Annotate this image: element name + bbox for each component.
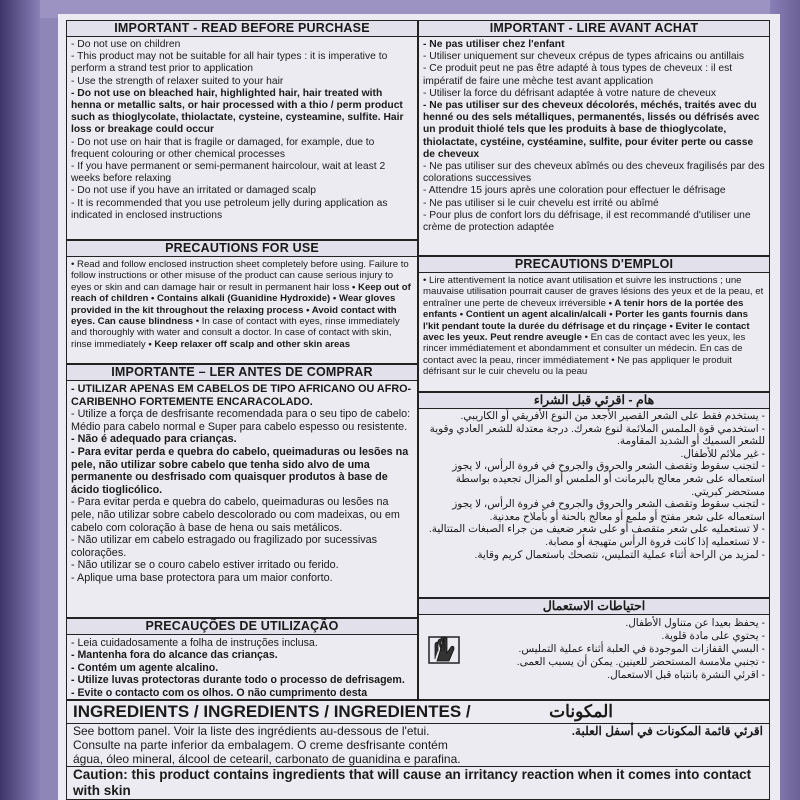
list-item: - This product may not be suitable for all hair types : it is imperative to perform a strand test prior to application — [71, 51, 413, 75]
list-item: - Do not use on hair that is fragile or damaged, for example, due to frequent colouring or other chemical processes — [71, 137, 413, 161]
precaution-item: • Avoid contact with eyes. Can cause blindness — [71, 304, 397, 328]
panel-header: IMPORTANT - LIRE AVANT ACHAT — [419, 21, 769, 37]
precaution-item: • Read and follow enclosed instruction sheet completely before using. Failure to follow instructions or other misuse of the product can cause serious injury to eyes or skin and can damage hair or result in permanent hair loss — [71, 259, 409, 293]
precaution-item: • A tenir hors de la portée des enfants — [423, 297, 744, 321]
list-item: - البسي القفازات الموجودة في العلبة أثناء عملية التمليس. — [481, 643, 765, 656]
list-item: - Aplique uma base protectora para um maior conforto. — [71, 572, 413, 585]
list-item: - لا تستعمليه إذا كانت فروة الرأس متهيجة أو مصابة. — [423, 537, 765, 550]
precaution-item: • Keep relaxer off scalp and other skin areas — [148, 338, 351, 350]
precaution-item: • Wear gloves provided in the kit throughout the relaxing process — [71, 293, 396, 316]
list-item: - Para evitar perda e quebra do cabelo, queimaduras ou lesões na pele, não utilizar sobre cabelo descolorado ou com madeixas, ou em cabelo com coloração à base de hena ou sais metálicos. — [71, 496, 413, 534]
ingredients-line: Consulte na parte inferior da embalagem. O creme desfrisante contém — [73, 738, 448, 752]
list-item: - Ne pas utiliser si le cuir chevelu est irrité ou abîmé — [423, 198, 765, 210]
important-list-fr — [419, 37, 769, 236]
list-item: - لا تستعمليه على شعر متقصف أو على شعر ضعيف من جراء الصبغات المتتالية. — [423, 524, 765, 537]
panel-precautions-pt — [66, 618, 418, 700]
panel-ingredients — [66, 700, 770, 800]
panel-header: IMPORTANT - READ BEFORE PURCHASE — [67, 21, 417, 37]
list-item: - Contém um agente alcalino. — [71, 662, 413, 674]
precautions-text-fr — [419, 273, 769, 380]
important-list — [67, 37, 417, 224]
list-item: - غير ملائم للأطفال. — [423, 449, 765, 462]
precaution-item: • Eviter le contact avec les yeux. Peut rendre aveugle — [423, 320, 750, 344]
list-item: - اقرئي النشرة بانتباه قبل الاستعمال. — [481, 669, 765, 682]
list-item: - Do not use if you have an irritated or damaged scalp — [71, 185, 413, 197]
list-item: - لتجنب سقوط وتقصف الشعر والحروق والجروح في فروة الرأس، لا يجوز استعماله على شعر مفتح أو ملمع أو معالج بالحنة أو بأملاح معدنية. — [423, 499, 765, 524]
precautions-list-ar — [477, 615, 769, 684]
precaution-item: • Porter les gants fournis dans l'kit pendant toute la durée du défrisage et du rinçage — [423, 309, 749, 332]
ingredients-title-ar: المكونات — [549, 702, 613, 721]
list-item: - Ne pas utiliser sur des cheveux abîmés ou des cheveux fragilisés par des colorations successives — [423, 161, 765, 185]
list-item: - Utiliser uniquement sur cheveux crépus de types africains ou antillais — [423, 51, 765, 63]
precaution-item: • In case of contact with eyes, rinse immediately and thoroughly with water and consult a doctor. In case of contact with skin, rinse immediately — [71, 316, 400, 350]
list-item: - Mantenha fora do alcance das crianças. — [71, 649, 413, 661]
list-item: - It is recommended that you use petroleum jelly during application as indicated in enclosed instructions — [71, 198, 413, 222]
list-item: - تجنبي ملامسة المستحضر للعينين. يمكن أن يسبب العمى. — [481, 656, 765, 669]
precautions-list-pt — [67, 635, 417, 700]
list-item: - Attendre 15 jours après une coloration pour effectuer le défrisage — [423, 185, 765, 197]
list-item: - يستخدم فقط على الشعر القصير الأجعد من النوع الأفريقي أو الكاريبي. — [423, 411, 765, 424]
list-item: - Para evitar perda e quebra do cabelo, queimaduras ou lesões na pele, não utilizar sobre cabelo que tenha sido alvo de uma permanente ou desfrisado com quaisquer produtos à base de ácido tioglicólico. — [71, 446, 413, 496]
panel-header: هام - اقرئي قبل الشراء — [419, 393, 769, 409]
list-item: - Do not use on children — [71, 39, 413, 51]
important-list-ar — [419, 409, 769, 564]
ingredients-line-ar: اقرئي قائمة المكونات في أسفل العلبة. — [571, 724, 763, 738]
precautions-text — [67, 257, 417, 352]
list-item: - UTILIZAR APENAS EM CABELOS DE TIPO AFRICANO OU AFRO-CARIBENHO FORTEMENTE ENCARACOLADO. — [71, 383, 413, 408]
list-item: - Use the strength of relaxer suited to your hair — [71, 76, 413, 88]
box-left-flap — [0, 0, 40, 800]
list-item: - Evite o contacto com os olhos. O não cumprimento desta — [71, 687, 413, 700]
list-item: - Ne pas utiliser chez l'enfant — [423, 39, 765, 51]
list-item: - يحفظ بعيدا عن متناول الأطفال. — [481, 617, 765, 630]
list-item: - Leia cuidadosamente a folha de instruções inclusa. — [71, 637, 413, 649]
panel-important-pt — [66, 364, 418, 618]
precaution-item: • En cas de contact avec les yeux, les rincer immédiatement et abondamment et consulter un médecin. En cas de contact avec la peau, rincer immédiatement — [423, 332, 746, 366]
ingredients-title: INGREDIENTS / INGREDIENTS / INGREDIENTES / — [73, 702, 471, 721]
panel-important-fr — [418, 20, 770, 256]
precaution-item: • Contient un agent alcalin/alcali — [459, 309, 610, 321]
ingredients-line: See bottom panel. Voir la liste des ingrédients au-dessous de l'etui. — [73, 724, 430, 738]
list-item: - Pour plus de confort lors du défrisage, il est recommandé d'utiliser une crème de protection adaptée — [423, 210, 765, 234]
panel-header: PRECAUTIONS D'EMPLOI — [419, 257, 769, 273]
precaution-item: • Contains alkali (Guanidine Hydroxide) — [150, 293, 333, 305]
panel-header: احتياطات الاستعمال — [419, 599, 769, 615]
warning-hand-icon — [419, 615, 477, 684]
panel-important-en — [66, 20, 418, 240]
list-item: - استخدمي قوة الملمس الملائمة لنوع شعرك. درجة معتدلة للشعر العادي وقوية للشعر السميك أو الشديد المقاومة. — [423, 424, 765, 449]
panel-header: IMPORTANTE – LER ANTES DE COMPRAR — [67, 365, 417, 381]
panel-important-ar — [418, 392, 770, 598]
panel-header: PRECAUÇÕES DE UTILIZAÇÃO — [67, 619, 417, 635]
list-item: - Ce produit peut ne pas être adapté à tous types de cheveux : il est impératif de faire une mèche test avant application — [423, 63, 765, 87]
list-item: - لتجنب سقوط وتقصف الشعر والحروق والجروح في فروة الرأس، لا يجوز استعماله على شعر معالج بالبرمانت أو الملمس أو المزال تجعيده بواسطة مستحضر كبريتي. — [423, 461, 765, 499]
list-item: - If you have permanent or semi-permanent haircolour, wait at least 2 weeks before relaxing — [71, 161, 413, 185]
panel-header: PRECAUTIONS FOR USE — [67, 241, 417, 257]
panel-precautions-fr — [418, 256, 770, 392]
caution-text: Caution: this product contains ingredients that will cause an irritancy reaction when it comes into contact with skin — [67, 766, 769, 800]
list-item: - Não utilizar se o couro cabelo estiver irritado ou ferido. — [71, 559, 413, 572]
precaution-item: • Keep out of reach of children — [71, 281, 411, 305]
list-item: - Utiliser la force du défrisant adaptée à votre nature de cheveux — [423, 88, 765, 100]
ingredients-line: água, óleo mineral, álcool de cetearil, carbonato de guanidina e parafina. — [73, 752, 461, 766]
list-item: - يحتوي على مادة قلوية. — [481, 630, 765, 643]
precaution-item: • Ne pas appliquer le produit défrisant sur le cuir chevelu ou la peau — [423, 354, 732, 378]
list-item: - لمزيد من الراحة أثناء عملية التمليس، نتصحك باستعمال كريم وقاية. — [423, 550, 765, 563]
list-item: - Utilize a força de desfrisante recomendada para o seu tipo de cabelo: Médio para cabelo normal e Super para cabelo espesso ou resistente. — [71, 408, 413, 433]
list-item: - Ne pas utiliser sur des cheveux décolorés, méchés, traités avec du henné ou des sels métalliques, permanentés, lissés ou défrisés avec un produit thiolé tels que les produits à base de thioglycolate, thiolactate, cystéine, cystéamine, sulfite, pour éviter perte ou casse de cheveux — [423, 100, 765, 161]
important-list-pt — [67, 381, 417, 587]
label-sheet — [58, 14, 780, 800]
panel-precautions-ar — [418, 598, 770, 700]
precaution-item: • Lire attentivement la notice avant utilisation et suivre les instructions ; une mauvaise utilisation pourrait causer de graves lésions des yeux et de la peau, et entraîner une perte de cheveux irréversible — [423, 275, 764, 309]
list-item: - Não é adequado para crianças. — [71, 433, 413, 446]
list-item: - Utilize luvas protectoras durante todo o processo de defrisagem. — [71, 674, 413, 686]
panel-precautions-en — [66, 240, 418, 364]
list-item: - Não utilizar em cabelo estragado ou fragilizado por sucessivas colorações. — [71, 534, 413, 559]
list-item: - Do not use on bleached hair, highlighted hair, hair treated with henna or metallic salts, or hair processed with a thio / perm product such as thioglycolate, thiolactate, cysteine, cysteamine, sulfite. Hair loss or breakage could occur — [71, 88, 413, 137]
